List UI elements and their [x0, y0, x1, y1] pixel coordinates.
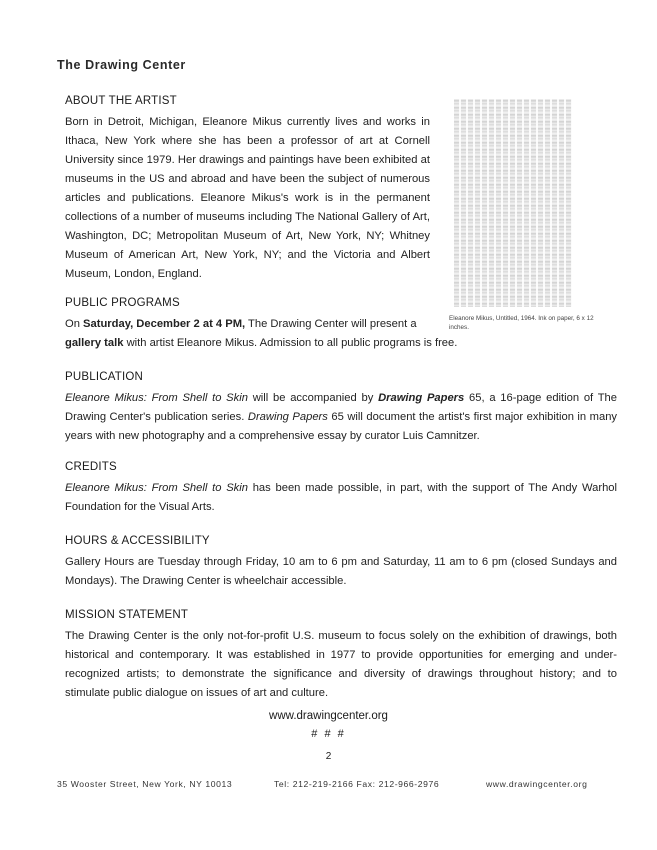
publication-series-number: 65 — [464, 392, 482, 404]
mission-body: The Drawing Center is the only not-for-profit U.S. museum to focus solely on the exhibition of drawings, both historical and contemporary. It was established in 1977 to provide opportunities for emerging and under-recognized artists; to demonstrate the significance and diversity of drawings throughout history; and to stimulate public dialogue on issues of art and culture. — [65, 630, 617, 699]
page-number: 2 — [325, 751, 332, 762]
footer-phones: Tel: 212-219-2166 Fax: 212-966-2976 — [274, 779, 440, 789]
publication-title: PUBLICATION — [65, 371, 144, 383]
public-programs-section — [65, 297, 617, 353]
website-link[interactable]: www.drawingcenter.org — [269, 710, 388, 722]
credits-section — [65, 461, 617, 517]
publication-series-bold: Drawing Papers — [378, 392, 465, 404]
end-marks: # # # — [311, 728, 346, 740]
mission-title: MISSION STATEMENT — [65, 609, 189, 621]
publication-text-3: 65 will document the artist's first major exhibition in many years with new photography and a comprehensive essay by curator Luis Camnitzer. — [65, 411, 618, 442]
mission-section — [65, 609, 617, 703]
programs-talk: gallery talk — [65, 337, 124, 349]
footer-website[interactable]: www.drawingcenter.org — [486, 779, 588, 789]
public-programs-title: PUBLIC PROGRAMS — [65, 297, 180, 309]
hours-section — [65, 535, 617, 591]
credits-text: has been made possible, in part, with the support of The Andy Warhol Foundation for the Visual Arts. — [65, 482, 617, 513]
credits-body — [65, 479, 617, 517]
credits-show-title: Eleanore Mikus: From Shell to Skin — [65, 482, 248, 494]
programs-date: Saturday, December 2 at 4 PM, — [83, 318, 246, 330]
org-name-header: The Drawing Center — [57, 58, 186, 72]
artwork-image — [454, 99, 572, 307]
publication-section — [65, 371, 617, 446]
about-body: Born in Detroit, Michigan, Eleanore Mikus currently lives and works in Ithaca, New York where she has been a professor of art at Cornell University since 1979. Her drawings and paintings have been exhibited at museums in the US and abroad and have been the subject of numerous articles and publications. Eleanore Mikus's work is in the permanent collections of a number of museums including The National Gallery of Art, Washington, DC; Metropolitan Museum of Art, New York, NY; Whitney Museum of American Art, New York, NY; and the Victoria and Albert Museum, London, England. — [65, 116, 430, 280]
credits-title: CREDITS — [65, 461, 117, 473]
public-programs-body — [65, 315, 617, 353]
hours-body: Gallery Hours are Tuesday through Friday, 10 am to 6 pm and Saturday, 11 am to 6 pm (closed Sundays and Mondays). The Drawing Center is wheelchair accessible. — [65, 556, 617, 587]
publication-series-italic: Drawing Papers — [247, 411, 328, 423]
publication-show-title: Eleanore Mikus: From Shell to Skin — [65, 392, 248, 404]
programs-text-3: with artist Eleanore Mikus. Admission to all public programs is free. — [123, 337, 458, 349]
footer-address: 35 Wooster Street, New York, NY 10013 — [57, 779, 233, 789]
about-section — [65, 95, 430, 284]
publication-text-1: will be accompanied by — [247, 392, 379, 404]
programs-text-2: The Drawing Center will present a — [245, 318, 417, 330]
publication-body — [65, 389, 617, 446]
about-title: ABOUT THE ARTIST — [65, 95, 177, 107]
publication-text-2: , a 16-page edition of The Drawing Center's publication series. — [65, 392, 617, 423]
hours-title: HOURS & ACCESSIBILITY — [65, 535, 210, 547]
programs-text-1: On — [65, 318, 84, 330]
artwork-caption: Eleanore Mikus, Untitled, 1964. Ink on paper, 6 x 12 inches. — [449, 315, 594, 331]
